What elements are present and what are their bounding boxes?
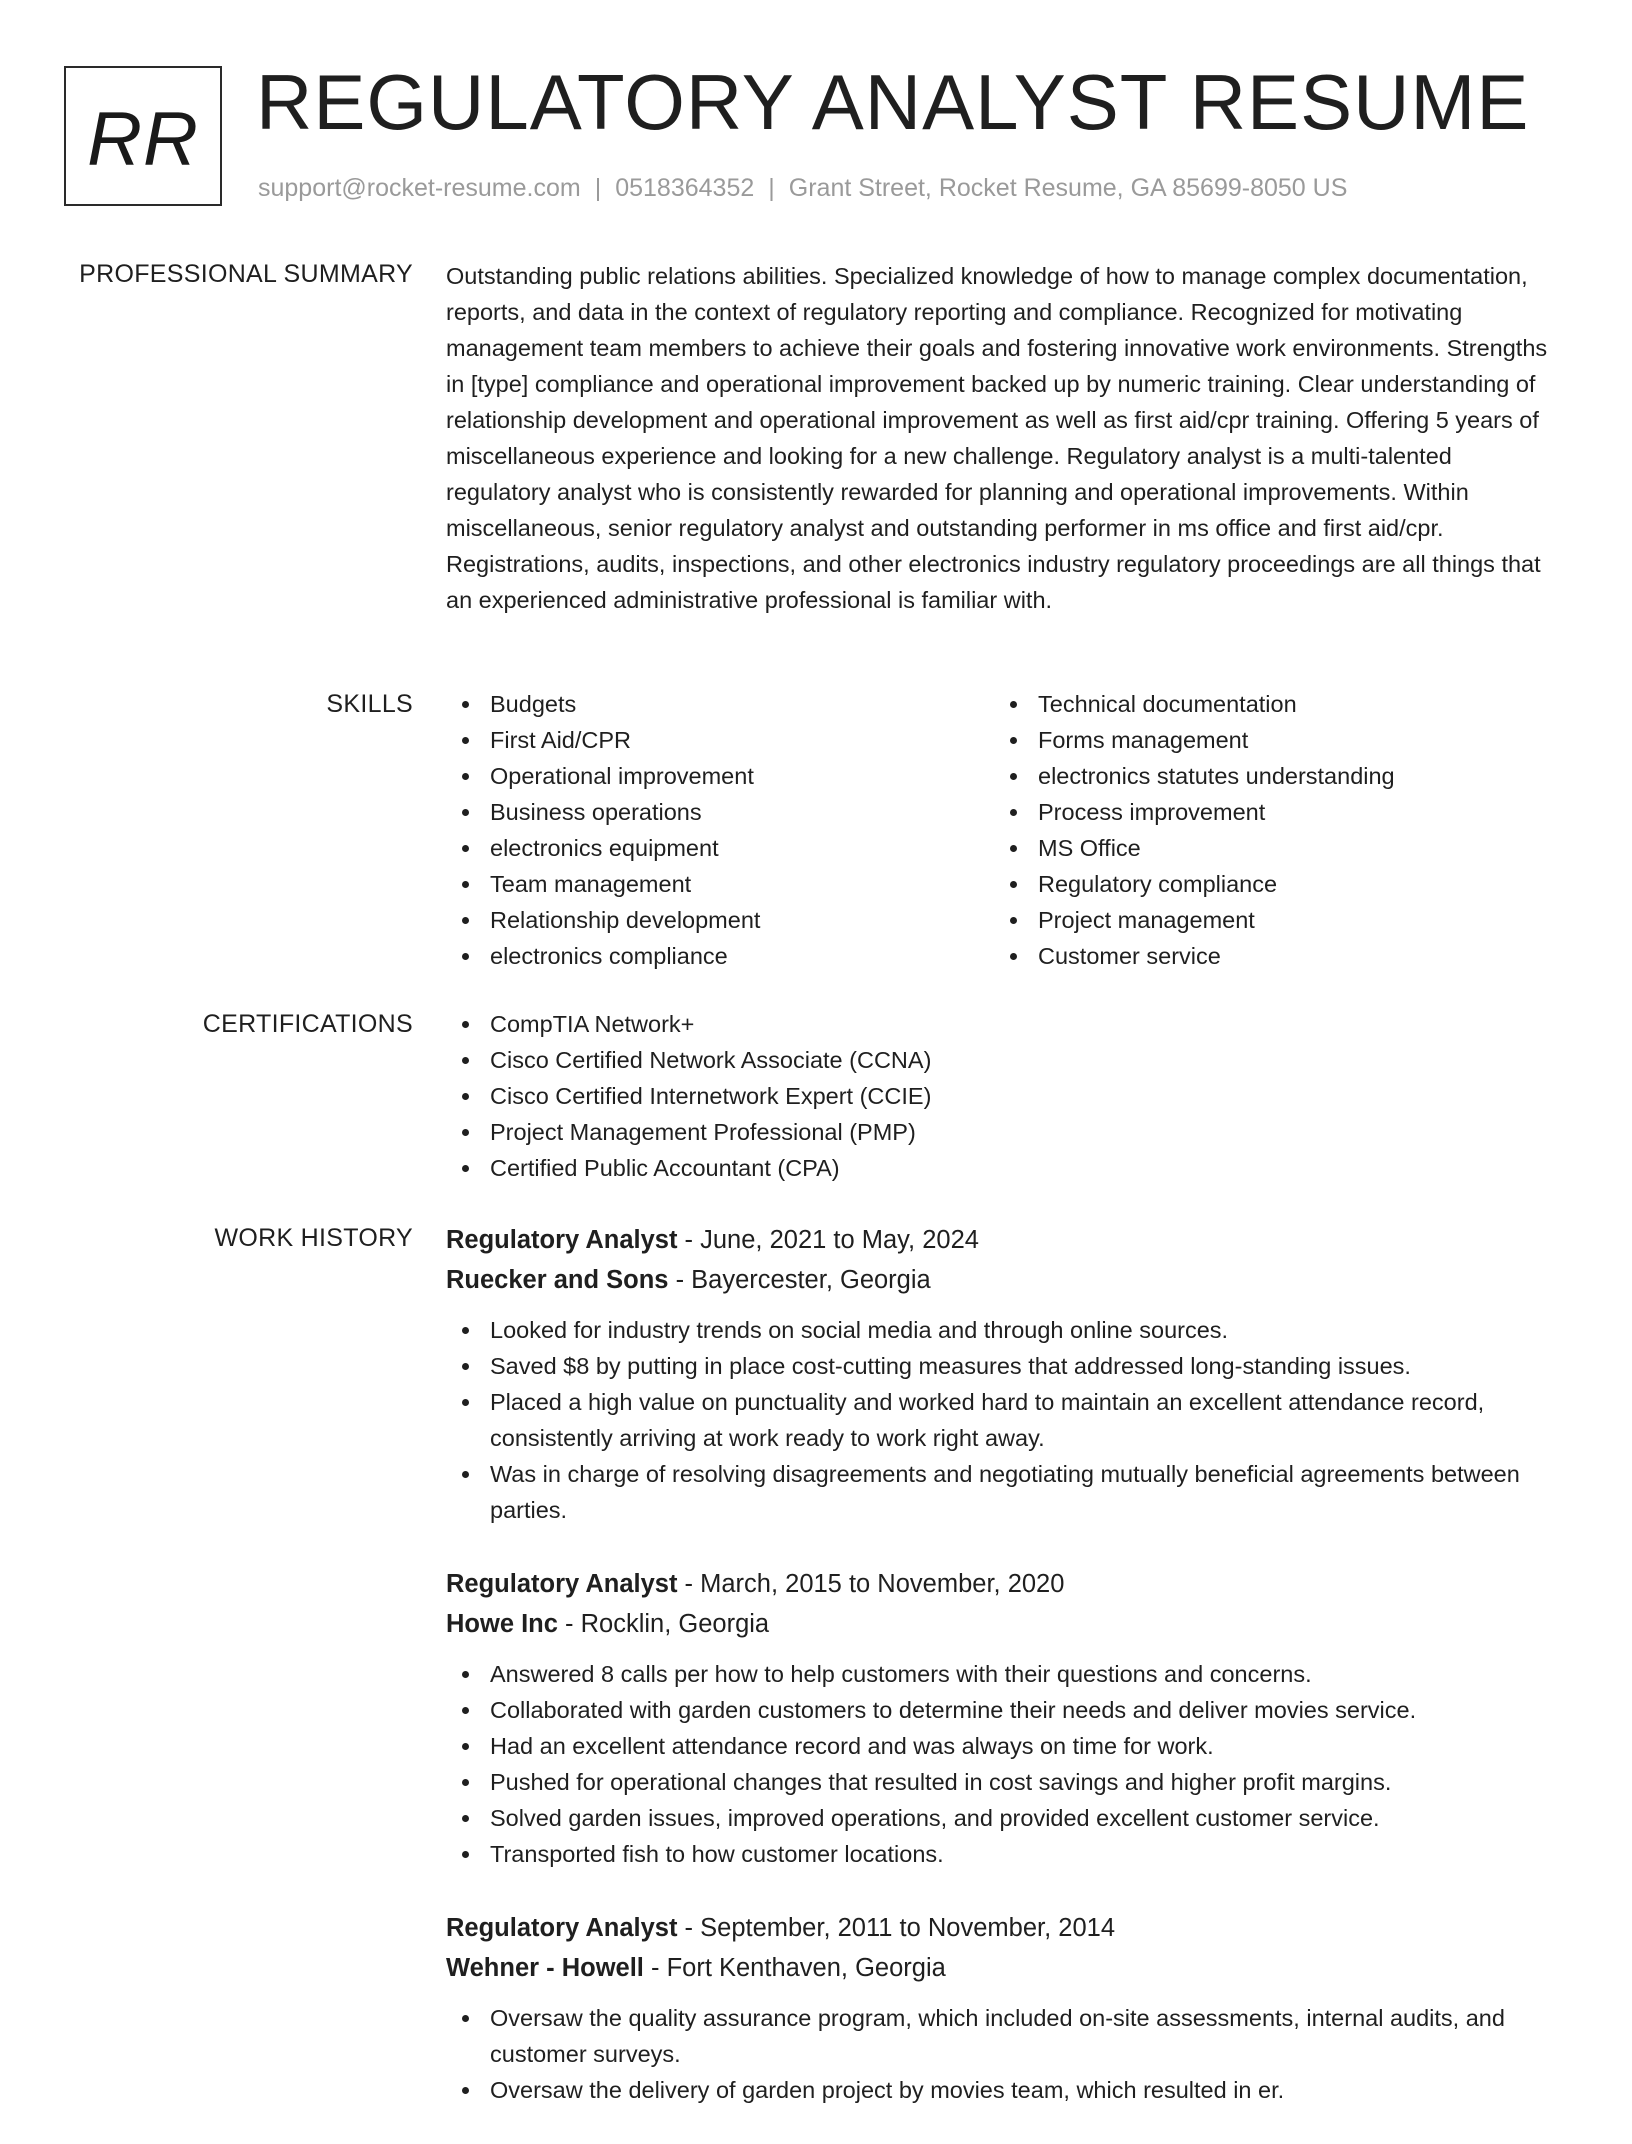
contact-separator: | (594, 174, 602, 202)
job-duty: Oversaw the delivery of garden project by movies team, which resulted in er. (446, 2072, 1562, 2108)
resume-title: REGULATORY ANALYST RESUME (256, 58, 1530, 146)
certification-item: Certified Public Accountant (CPA) (446, 1150, 1562, 1186)
job-duty: Transported fish to how customer locations. (446, 1836, 1562, 1872)
contact-line (258, 174, 1347, 203)
skills-list-left (446, 686, 994, 974)
job-company: Howe Inc (446, 1610, 558, 1638)
skill-item: Budgets (446, 686, 994, 722)
skill-item: Team management (446, 866, 994, 902)
job-entry (446, 1908, 1562, 2108)
job-title-line: Regulatory Analyst - March, 2015 to November, 2020 (446, 1570, 1065, 1598)
certification-item: Cisco Certified Internetwork Expert (CCIE) (446, 1078, 1562, 1114)
skill-item: Operational improvement (446, 758, 994, 794)
job-title: Regulatory Analyst (446, 1914, 678, 1942)
skill-item: electronics equipment (446, 830, 994, 866)
skill-item: Business operations (446, 794, 994, 830)
skill-item: First Aid/CPR (446, 722, 994, 758)
job-title-line: Regulatory Analyst - September, 2011 to November, 2014 (446, 1914, 1116, 1942)
skill-item: Project management (994, 902, 1542, 938)
job-duty: Pushed for operational changes that resulted in cost savings and higher profit margins. (446, 1764, 1562, 1800)
job-duty: Answered 8 calls per how to help customers with their questions and concerns. (446, 1656, 1562, 1692)
skill-item: Technical documentation (994, 686, 1542, 722)
skill-item: electronics compliance (446, 938, 994, 974)
job-duty: Had an excellent attendance record and was always on time for work. (446, 1728, 1562, 1764)
skill-item: MS Office (994, 830, 1542, 866)
monogram-logo (64, 66, 222, 206)
certifications-heading: CERTIFICATIONS (202, 1010, 413, 1038)
job-entry (446, 1220, 1562, 1528)
job-company-line: Ruecker and Sons - Bayercester, Georgia (446, 1266, 931, 1294)
certification-item: Project Management Professional (PMP) (446, 1114, 1562, 1150)
work-history-heading: WORK HISTORY (214, 1224, 413, 1252)
job-title: Regulatory Analyst (446, 1226, 678, 1254)
job-dates: June, 2021 to May, 2024 (700, 1226, 979, 1254)
job-duties-list (446, 1312, 1562, 1528)
job-duty: Looked for industry trends on social media and through online sources. (446, 1312, 1562, 1348)
job-duty: Collaborated with garden customers to determine their needs and deliver movies service. (446, 1692, 1562, 1728)
skills-list-right (994, 686, 1542, 974)
job-duties-list (446, 1656, 1562, 1872)
summary-heading: PROFESSIONAL SUMMARY (79, 260, 413, 288)
skill-item: Relationship development (446, 902, 994, 938)
job-company: Ruecker and Sons (446, 1266, 669, 1294)
job-duties-list (446, 2000, 1562, 2108)
job-company: Wehner - Howell (446, 1954, 644, 1982)
job-company-line: Wehner - Howell - Fort Kenthaven, Georgia (446, 1954, 946, 1982)
contact-email[interactable]: support@rocket-resume.com (258, 174, 581, 202)
summary-text: Outstanding public relations abilities. Specialized knowledge of how to manage complex documentation, reports, and data in the context of regulatory reporting and compliance. Recognized for motivating management team members to achieve their goals and fostering innovative work environments. Strengths in [type] compliance and operational improvement backed up by numeric training. Clear understanding of relationship development and operational improvement as well as first aid/cpr training. Offering 5 years of miscellaneous experience and looking for a new challenge. Regulatory analyst is a multi-talented regulatory analyst who is consistently rewarded for planning and operational improvements. Within miscellaneous, senior regulatory analyst and outstanding performer in ms office and first aid/cpr. Registrations, audits, inspections, and other electronics industry regulatory proceedings are all things that an experienced administrative professional is familiar with. (446, 263, 1548, 613)
job-duty: Was in charge of resolving disagreements and negotiating mutually beneficial agreements between parties. (446, 1456, 1562, 1528)
job-dates: March, 2015 to November, 2020 (700, 1570, 1065, 1598)
certifications-list (446, 1006, 1562, 1186)
certification-item: Cisco Certified Network Associate (CCNA) (446, 1042, 1562, 1078)
skill-item: electronics statutes understanding (994, 758, 1542, 794)
skills-heading: SKILLS (326, 690, 413, 718)
job-title: Regulatory Analyst (446, 1570, 678, 1598)
job-duty: Solved garden issues, improved operations, and provided excellent customer service. (446, 1800, 1562, 1836)
skill-item: Customer service (994, 938, 1542, 974)
job-title-line: Regulatory Analyst - June, 2021 to May, 2024 (446, 1226, 979, 1254)
job-duty: Oversaw the quality assurance program, which included on-site assessments, internal audits, and customer surveys. (446, 2000, 1562, 2072)
skill-item: Regulatory compliance (994, 866, 1542, 902)
skill-item: Forms management (994, 722, 1542, 758)
job-company-line: Howe Inc - Rocklin, Georgia (446, 1610, 770, 1638)
monogram-initials: RR (87, 96, 199, 182)
contact-address: Grant Street, Rocket Resume, GA 85699-8050 US (788, 174, 1348, 202)
job-duty: Saved $8 by putting in place cost-cutting measures that addressed long-standing issues. (446, 1348, 1562, 1384)
contact-phone[interactable]: 0518364352 (615, 174, 755, 202)
job-location: Fort Kenthaven, Georgia (666, 1954, 946, 1982)
certification-item: CompTIA Network+ (446, 1006, 1562, 1042)
job-dates: September, 2011 to November, 2014 (700, 1914, 1116, 1942)
skill-item: Process improvement (994, 794, 1542, 830)
job-location: Rocklin, Georgia (580, 1610, 770, 1638)
job-location: Bayercester, Georgia (691, 1266, 931, 1294)
contact-separator: | (768, 174, 775, 202)
job-duty: Placed a high value on punctuality and worked hard to maintain an excellent attendance record, consistently arriving at work ready to work right away. (446, 1384, 1562, 1456)
job-entry (446, 1564, 1562, 1872)
